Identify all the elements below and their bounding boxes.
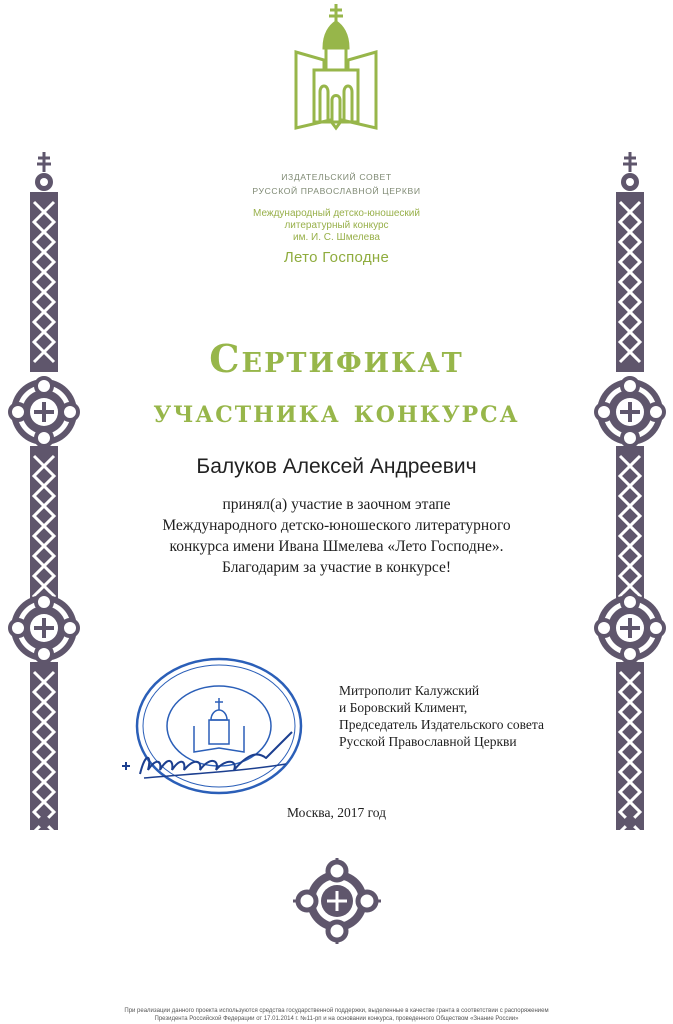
- footnote-line-1: При реализации данного проекта используются средства государственной поддержки, выделенные в качестве гранта в соответствии с распоряжением: [124, 1008, 549, 1014]
- contest-line-1: Международный детско-юношеский: [253, 208, 420, 219]
- body-line-1: принял(а) участие в заочном этапе: [222, 496, 451, 513]
- contest-name: Лето Господне: [283, 249, 390, 266]
- certificate-title: Сертификат: [209, 336, 464, 381]
- bottom-ornament: [289, 856, 385, 946]
- signature: [116, 730, 296, 795]
- contest-line-2: литературный конкурс: [284, 220, 389, 231]
- signatory-line-4: Русской Православной Церкви: [339, 734, 517, 749]
- publisher-line-2: РУССКОЙ ПРАВОСЛАВНОЙ ЦЕРКВИ: [252, 186, 421, 196]
- recipient-name: Балуков Алексей Андреевич: [196, 455, 477, 478]
- signatory-line-3: Председатель Издательского совета: [339, 717, 544, 732]
- certificate-subtitle: участника конкурса: [153, 392, 520, 430]
- church-book-logo: [286, 0, 386, 145]
- footnote-line-2: Президента Российской Федерации от 17.01.2014 г. №11-рп и на основании конкурса, проведенного Обществом «Знание России»: [154, 1016, 519, 1022]
- publisher-line-1: ИЗДАТЕЛЬСКИЙ СОВЕТ: [281, 172, 392, 182]
- place-date: Москва, 2017 год: [286, 805, 387, 820]
- contest-line-3: им. И. С. Шмелева: [293, 232, 380, 243]
- signatory-line-1: Митрополит Калужский: [339, 683, 480, 698]
- body-line-4: Благодарим за участие в конкурсе!: [222, 559, 451, 576]
- signatory-line-2: и Боровский Климент,: [339, 700, 468, 715]
- body-line-3: конкурса имени Ивана Шмелева «Лето Господне».: [169, 538, 504, 555]
- body-line-2: Международного детско-юношеского литературного: [162, 517, 511, 534]
